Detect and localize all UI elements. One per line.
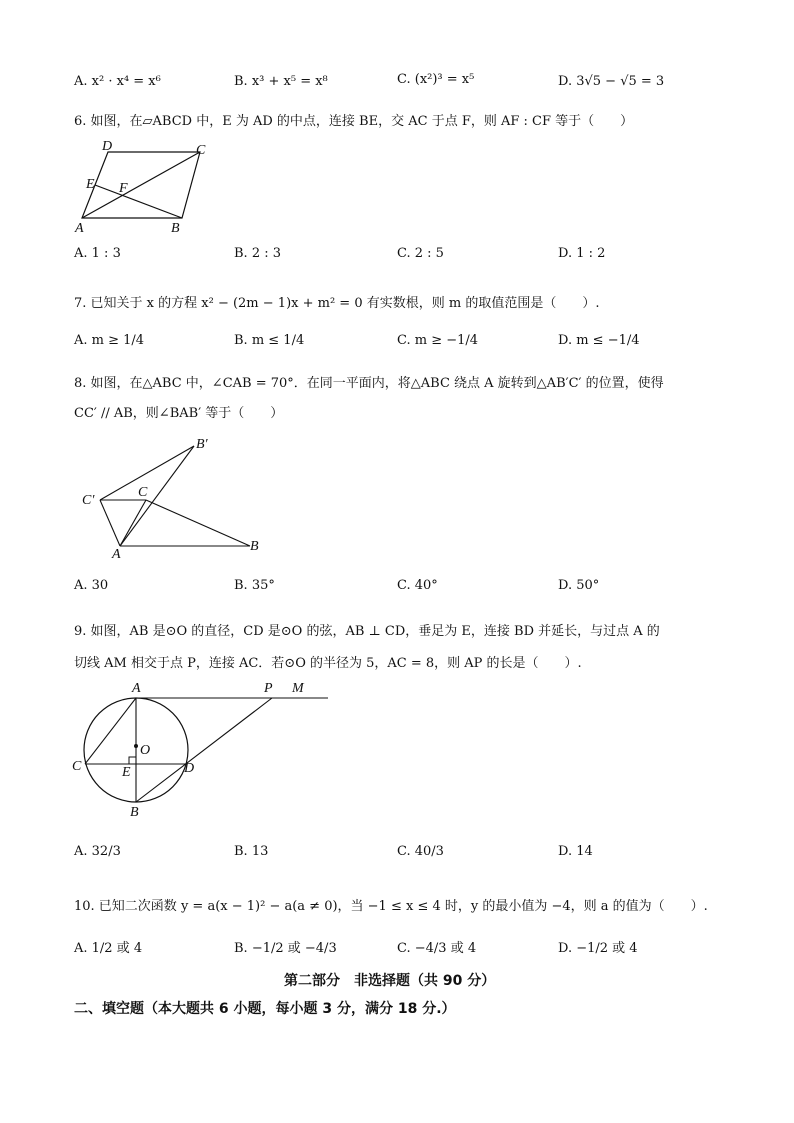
- q8-option-b: B. 35°: [234, 578, 275, 593]
- q8-figure: [76, 432, 276, 562]
- part2-heading: 第二部分 非选择题（共 90 分）: [284, 973, 496, 989]
- q8-option-a: A. 30: [74, 578, 109, 593]
- q9-stem-line2: 切线 AM 相交于点 P，连接 AC．若⊙O 的半径为 5，AC = 8，则 AP 的长是（ ）.: [74, 656, 582, 671]
- q9-option-a: A. 32/3: [74, 844, 121, 859]
- q9-label-o: O: [140, 743, 151, 758]
- q8-label-c: C: [138, 485, 148, 500]
- q9-label-b: B: [130, 805, 139, 820]
- q8-option-d: D. 50°: [558, 578, 600, 593]
- q9-option-d: D. 14: [558, 844, 593, 859]
- q8-stem-line2: CC′ // AB，则∠BAB′ 等于（ ）: [74, 406, 284, 421]
- q6-stem: 6. 如图，在▱ABCD 中，E 为 AD 的中点，连接 BE，交 AC 于点 F，则 AF : CF 等于（ ）: [74, 114, 634, 129]
- q6-option-d: D. 1 : 2: [558, 246, 606, 261]
- q8-label-b-prime: B′: [196, 437, 208, 452]
- q6-option-b: B. 2 : 3: [234, 246, 282, 261]
- q7-option-a: A. m ≥ 1/4: [74, 333, 145, 348]
- q5-option-b: B. x³ + x⁵ = x⁸: [234, 74, 328, 89]
- q10-stem: 10. 已知二次函数 y = a(x − 1)² − a(a ≠ 0)，当 −1 ≤ x ≤ 4 时，y 的最小值为 −4，则 a 的值为（ ）.: [74, 899, 708, 914]
- q10-option-b: B. −1/2 或 −4/3: [234, 941, 337, 956]
- q9-stem-line1: 9. 如图，AB 是⊙O 的直径，CD 是⊙O 的弦，AB ⊥ CD，垂足为 E，连接 BD 并延长，与过点 A 的: [74, 624, 660, 639]
- q9-label-c: C: [72, 759, 82, 774]
- q9-label-m: M: [292, 681, 304, 696]
- q6-option-c: C. 2 : 5: [397, 246, 444, 261]
- q10-option-d: D. −1/2 或 4: [558, 941, 638, 956]
- section2-heading: 二、填空题（本大题共 6 小题，每小题 3 分，满分 18 分.）: [74, 1001, 456, 1017]
- q5-option-c: C. (x²)³ = x⁵: [397, 72, 475, 87]
- q6-figure: [72, 140, 222, 235]
- q7-stem: 7. 已知关于 x 的方程 x² − (2m − 1)x + m² = 0 有实数根，则 m 的取值范围是（ ）.: [74, 296, 600, 311]
- q6-label-e: E: [86, 177, 95, 192]
- q10-option-a: A. 1/2 或 4: [74, 941, 143, 956]
- q8-label-a: A: [112, 547, 121, 562]
- q9-label-d: D: [184, 761, 195, 776]
- q8-option-c: C. 40°: [397, 578, 438, 593]
- q9-label-p: P: [264, 681, 273, 696]
- q9-label-a: A: [132, 681, 141, 696]
- q6-option-a: A. 1 : 3: [74, 246, 121, 261]
- q8-label-c-prime: C′: [82, 493, 95, 508]
- q9-option-c: C. 40/3: [397, 844, 444, 859]
- q5-option-d: D. 3√5 − √5 = 3: [558, 74, 665, 89]
- q7-option-b: B. m ≤ 1/4: [234, 333, 305, 348]
- q7-option-d: D. m ≤ −1/4: [558, 333, 640, 348]
- q9-option-b: B. 13: [234, 844, 269, 859]
- q6-label-f: F: [119, 181, 128, 196]
- q8-label-b: B: [250, 539, 259, 554]
- q10-option-c: C. −4/3 或 4: [397, 941, 477, 956]
- q9-label-e: E: [122, 765, 131, 780]
- q6-label-c: C: [196, 143, 206, 158]
- q5-option-a: A. x² · x⁴ = x⁶: [74, 74, 161, 89]
- q7-option-c: C. m ≥ −1/4: [397, 333, 479, 348]
- q9-figure: [66, 676, 336, 820]
- q6-label-a: A: [75, 221, 84, 235]
- q6-label-d: D: [102, 140, 113, 154]
- q6-label-b: B: [171, 221, 180, 235]
- q8-stem-line1: 8. 如图，在△ABC 中，∠CAB = 70°．在同一平面内，将△ABC 绕点 A 旋转到△AB′C′ 的位置，使得: [74, 376, 664, 391]
